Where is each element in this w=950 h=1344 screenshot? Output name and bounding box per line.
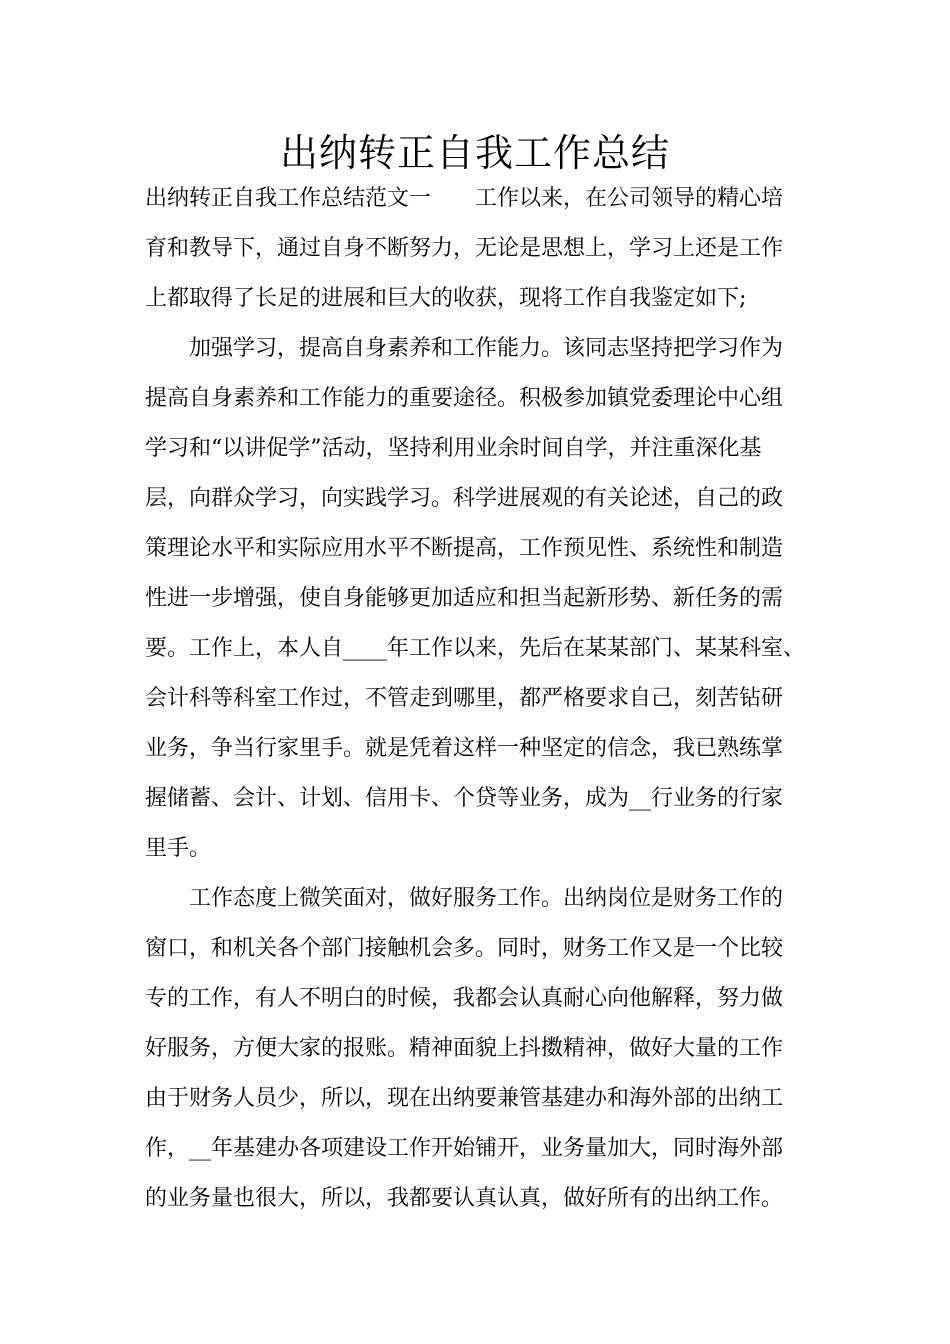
document-title: 出纳转正自我工作总结 — [279, 131, 670, 175]
text-line: 的业务量也很大，所以，我都要认真认真，做好所有的出纳工作。 — [145, 1186, 784, 1211]
text-line: 会计科等科室工作过，不管走到哪里，都严格要求自己，刻苦钻研 — [145, 686, 784, 711]
text-line: 出纳转正自我工作总结范文一 工作以来，在公司领导的精心培 — [145, 186, 784, 211]
text-line: 握储蓄、会计、计划、信用卡、个贷等业务，成为__行业务的行家 — [145, 786, 784, 811]
text-line: 好服务，方便大家的报账。精神面貌上抖擞精神，做好大量的工作 — [145, 1036, 784, 1061]
text-line: 作，__年基建办各项建设工作开始铺开，业务量加大，同时海外部 — [145, 1136, 784, 1161]
text-line: 育和教导下，通过自身不断努力，无论是思想上，学习上还是工作 — [145, 236, 784, 261]
text-line: 由于财务人员少，所以，现在出纳要兼管基建办和海外部的出纳工 — [145, 1086, 784, 1111]
text-line: 上都取得了长足的进展和巨大的收获，现将工作自我鉴定如下; — [145, 286, 747, 311]
text-line: 层，向群众学习，向实践学习。科学进展观的有关论述，自己的政 — [145, 486, 784, 511]
paragraph-first-line: 加强学习，提高自身素养和工作能力。该同志坚持把学习作为 — [189, 336, 784, 361]
text-line: 性进一步增强，使自身能够更加适应和担当起新形势、新任务的需 — [145, 586, 784, 611]
text-line: 策理论水平和实际应用水平不断提高，工作预见性、系统性和制造 — [145, 536, 784, 561]
text-line: 提高自身素养和工作能力的重要途径。积极参加镇党委理论中心组 — [145, 386, 784, 411]
text-line: 要。工作上，本人自____年工作以来，先后在某某部门、某某科室、 — [145, 636, 806, 661]
text-line: 窗口，和机关各个部门接触机会多。同时，财务工作又是一个比较 — [145, 936, 784, 961]
text-line: 业务，争当行家里手。就是凭着这样一种坚定的信念，我已熟练掌 — [145, 736, 784, 761]
text-line: 学习和“以讲促学”活动，坚持利用业余时间自学，并注重深化基 — [145, 436, 762, 461]
text-line: 里手。 — [145, 836, 212, 861]
text-line: 专的工作，有人不明白的时候，我都会认真耐心向他解释，努力做 — [145, 986, 784, 1011]
paragraph-first-line: 工作态度上微笑面对，做好服务工作。出纳岗位是财务工作的 — [189, 886, 784, 911]
